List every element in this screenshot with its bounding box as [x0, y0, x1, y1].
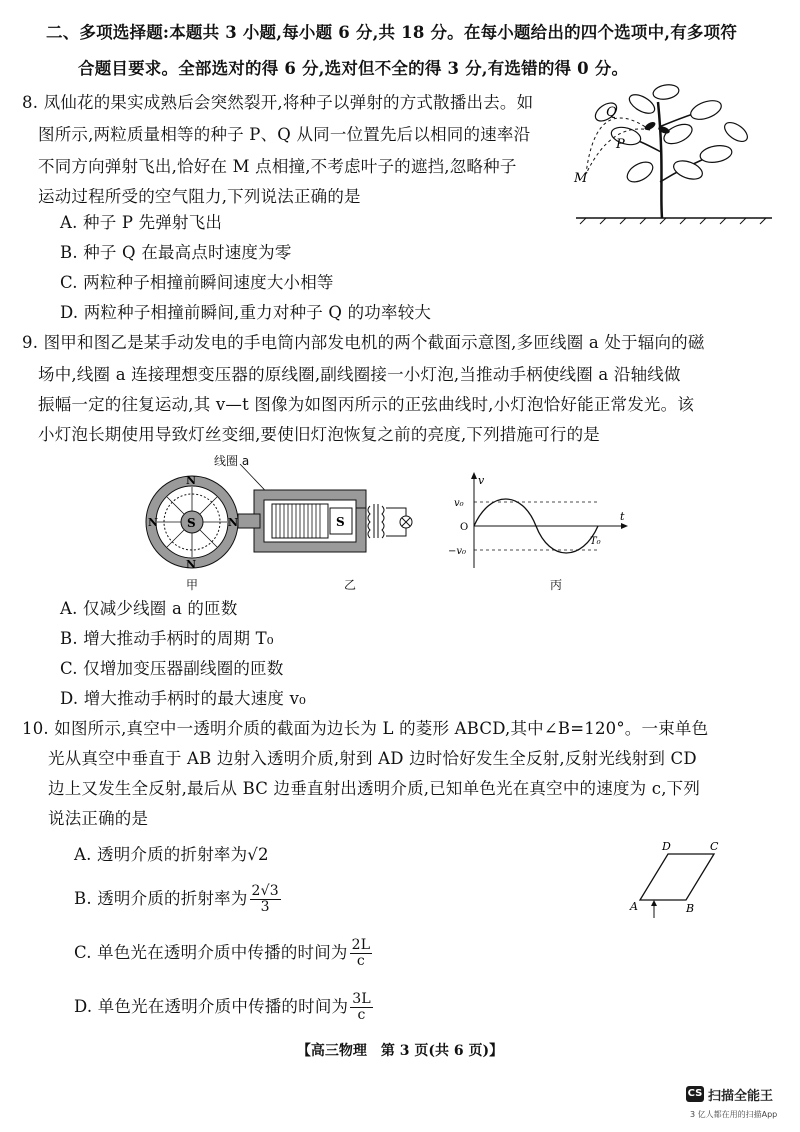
- q8-option-b[interactable]: B. 种子 Q 在最高点时速度为零: [60, 243, 292, 262]
- core-s: S: [336, 515, 345, 529]
- camscanner-name: 扫描全能王: [708, 1089, 774, 1104]
- coil-a-label: 线圈 a: [214, 454, 250, 468]
- outer-n-top: N: [186, 474, 197, 487]
- seed-pods: [643, 120, 670, 134]
- origin-o: O: [460, 522, 469, 533]
- q10-stem-line-3: 边上又发生全反射,最后从 BC 边垂直射出透明介质,已知单色光在真空中的速度为 c,下列: [48, 779, 701, 798]
- q9-option-d[interactable]: D. 增大推动手柄时的最大速度 v₀: [60, 689, 306, 708]
- q9-figure-jia: [142, 470, 242, 580]
- q8-option-a[interactable]: A. 种子 P 先弹射飞出: [60, 213, 223, 232]
- q10-option-b-numerator: 2√3: [251, 883, 279, 899]
- q8-option-d[interactable]: D. 两粒种子相撞前瞬间,重力对种子 Q 的功率较大: [60, 303, 432, 322]
- q10-option-b-fraction: [250, 884, 281, 915]
- q10-option-d[interactable]: [74, 992, 373, 1023]
- label-q: Q: [606, 105, 617, 120]
- vertex-b: B: [686, 902, 695, 915]
- q10-stem-line-4: 说法正确的是: [48, 809, 149, 828]
- q9-stem-line-1: 9. 图甲和图乙是某手动发电的手电筒内部发电机的两个截面示意图,多匝线圈 a 处于辐向的磁: [22, 333, 705, 352]
- q8-plant-figure: [566, 82, 780, 228]
- section-header-line-2: 合题目要求。全部选对的得 6 分,选对但不全的得 3 分,有选错的得 0 分。: [78, 59, 629, 78]
- q9-figure-bing: [448, 470, 636, 576]
- q9-option-b[interactable]: B. 增大推动手柄时的周期 T₀: [60, 629, 274, 648]
- label-p: P: [616, 137, 625, 152]
- outer-n-bottom: N: [186, 558, 197, 571]
- outer-n-right: N: [228, 516, 239, 529]
- q10-rhombus-figure: [626, 836, 730, 922]
- outer-n-left: N: [148, 516, 159, 529]
- q10-stem-line-1: 10. 如图所示,真空中一透明介质的截面为边长为 L 的菱形 ABCD,其中∠B=120°。一束单色: [22, 719, 709, 738]
- q10-option-c-text: C. 单色光在透明介质中传播的时间为: [74, 943, 348, 962]
- camscanner-tagline: 3 亿人都在用的扫描App: [690, 1110, 778, 1119]
- q9-stem-line-2: 场中,线圈 a 连接理想变压器的原线圈,副线圈接一小灯泡,当推动手柄使线圈 a 沿轴线做: [38, 365, 681, 384]
- q10-option-d-numerator: 3L: [352, 991, 371, 1007]
- q9-option-a[interactable]: A. 仅减少线圈 a 的匝数: [60, 599, 238, 618]
- inner-s: S: [187, 516, 196, 530]
- q8-stem-line-1: 8. 凤仙花的果实成熟后会突然裂开,将种子以弹射的方式散播出去。如: [22, 93, 534, 112]
- caption-yi: 乙: [344, 578, 357, 592]
- q10-stem-line-2: 光从真空中垂直于 AB 边射入透明介质,射到 AD 边时恰好发生全反射,反射光线射到 CD: [48, 749, 697, 768]
- q9-stem-line-3: 振幅一定的往复运动,其 v—t 图像为如图丙所示的正弦曲线时,小灯泡恰好能正常发光。该: [38, 395, 695, 414]
- tick-t0: T₀: [590, 536, 601, 547]
- tick-neg-v0: −v₀: [448, 546, 467, 557]
- section-header-line-1: 二、多项选择题:本题共 3 小题,每小题 6 分,共 18 分。在每小题给出的四个选项中,有多项符: [46, 23, 738, 42]
- q8-stem-line-4: 运动过程所受的空气阻力,下列说法正确的是: [38, 187, 361, 206]
- caption-jia: 甲: [186, 578, 199, 592]
- q8-stem-line-2: 图所示,两粒质量相等的种子 P、Q 从同一位置先后以相同的速率沿: [38, 125, 531, 144]
- q9-figure-yi: [232, 464, 436, 580]
- page-footer: 【高三物理 第 3 页(共 6 页)】: [296, 1043, 504, 1059]
- q8-option-c[interactable]: C. 两粒种子相撞前瞬间速度大小相等: [60, 273, 334, 292]
- q10-option-c-numerator: 2L: [351, 937, 371, 953]
- push-handle: [238, 514, 260, 528]
- camscanner-logo: CS: [686, 1086, 704, 1102]
- q9-option-c[interactable]: C. 仅增加变压器副线圈的匝数: [60, 659, 284, 678]
- q10-option-d-text: D. 单色光在透明介质中传播的时间为: [74, 997, 349, 1016]
- q10-option-b-denominator: 3: [260, 899, 270, 915]
- plant-leaves: [592, 83, 751, 186]
- q10-option-a[interactable]: A. 透明介质的折射率为√2: [74, 845, 269, 864]
- vertex-a: A: [630, 900, 638, 913]
- vertex-d: D: [662, 840, 671, 853]
- vertex-c: C: [710, 840, 719, 853]
- tick-v0: v₀: [454, 498, 464, 509]
- axis-label-v: v: [478, 474, 485, 487]
- q10-option-b-text: B. 透明介质的折射率为: [74, 889, 248, 908]
- caption-bing: 丙: [550, 578, 563, 592]
- incident-ray-arrow: [651, 900, 657, 906]
- ground-hatching: [580, 218, 766, 224]
- rhombus-abcd: [640, 854, 714, 900]
- q10-option-c-fraction: [350, 938, 373, 969]
- q10-option-b[interactable]: [74, 884, 281, 915]
- q10-option-d-denominator: c: [357, 1007, 366, 1023]
- q10-option-d-fraction: [350, 992, 373, 1023]
- q10-option-c[interactable]: [74, 938, 372, 969]
- axis-label-t: t: [620, 510, 625, 523]
- q9-stem-line-4: 小灯泡长期使用导致灯丝变细,要使旧灯泡恢复之前的亮度,下列措施可行的是: [38, 425, 600, 444]
- label-m: M: [574, 171, 588, 186]
- q10-option-c-denominator: c: [356, 953, 365, 969]
- q8-stem-line-3: 不同方向弹射飞出,恰好在 M 点相撞,不考虑叶子的遮挡,忽略种子: [38, 157, 517, 176]
